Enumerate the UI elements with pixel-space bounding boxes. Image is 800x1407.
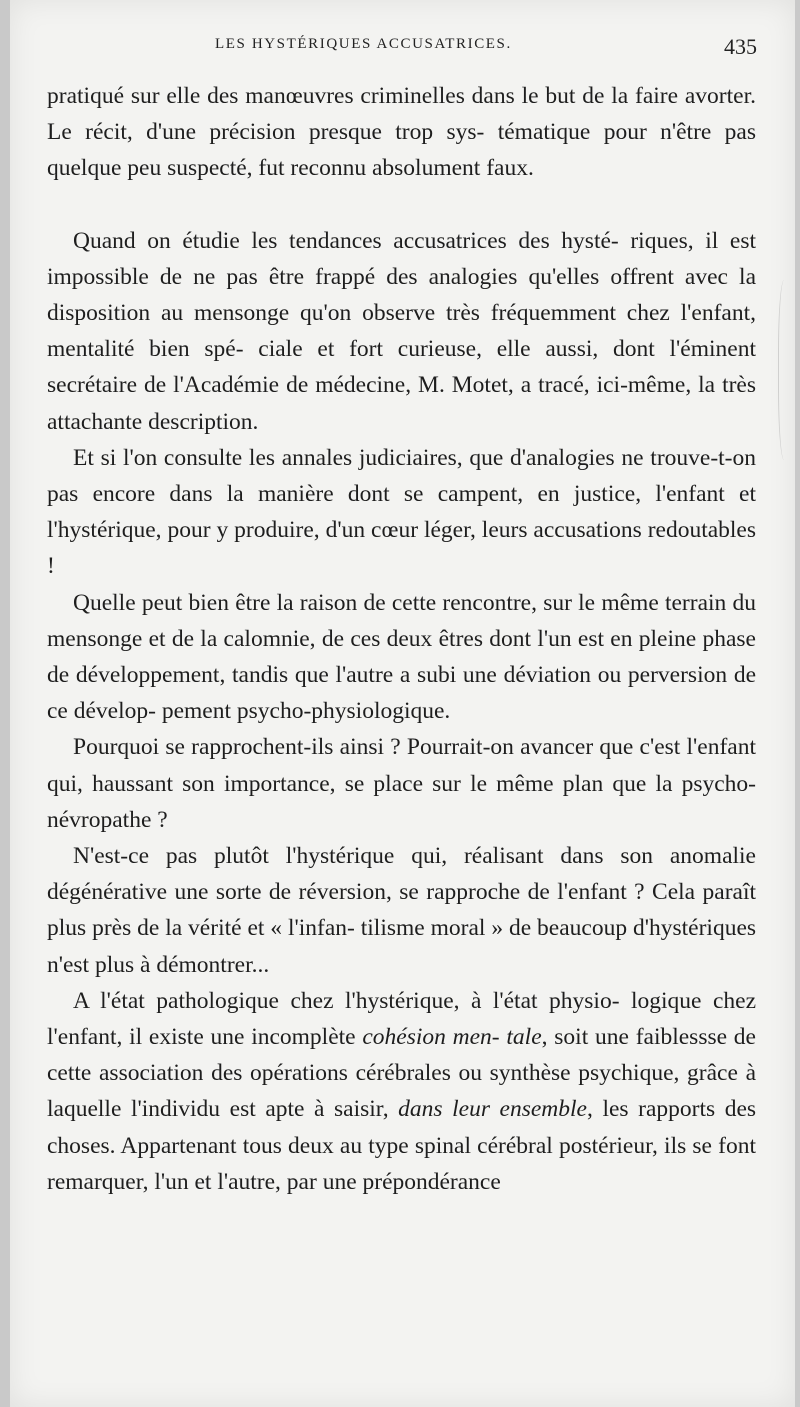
paragraph-1	[47, 78, 756, 187]
text-line: êtres dont l'un est en pleine phase de développement, tandis	[47, 625, 756, 689]
text-line: logique chez l'enfant, il existe une incomplète	[47, 987, 756, 1051]
text-line: cérébrales ou synthèse psychique, grâce à laquelle l'individu	[47, 1060, 756, 1123]
running-title: LES HYSTÉRIQUES ACCUSATRICES.	[215, 36, 512, 52]
text-line: que l'autre a subi une déviation ou perversion de ce dévelop-	[47, 662, 756, 725]
book-page	[10, 0, 795, 1407]
italic-text: cohésion men-	[362, 1024, 500, 1051]
paragraph-5	[47, 729, 756, 838]
text-line: en justice, l'enfant et l'hystérique, pour y produire, d'un	[47, 481, 757, 544]
page-number: 435	[724, 34, 757, 59]
text-line: pement psycho-physiologique.	[161, 698, 451, 725]
text-line: très attachante description.	[47, 372, 757, 435]
page-header	[10, 36, 795, 60]
text-line: ne trouve-t-on pas encore dans la manière dont se campent,	[47, 444, 756, 508]
italic-text: tale	[506, 1024, 542, 1051]
text-line: pratiqué sur elle des manœuvres criminelles dans le but de	[47, 83, 605, 109]
text-line: Appartenant tous deux au type spinal cérébral postérieur,	[120, 1132, 658, 1159]
text-line: tilisme moral » de beaucoup d'hystériques n'est plus à	[47, 915, 757, 978]
text-line: N'est-ce pas plutôt l'hystérique qui, réalisant dans son	[73, 843, 653, 870]
paragraph-2	[47, 223, 756, 440]
text-line: observe très fréquemment chez l'enfant, mentalité bien spé-	[47, 300, 757, 363]
paragraph-3	[47, 440, 756, 585]
text-line: Et si l'on consulte les annales judiciaires, que d'analogies	[73, 444, 615, 471]
text-line: de l'enfant ? Cela paraît plus près de la vérité et « l'infan-	[47, 879, 757, 942]
text-line: anomalie dégénérative une sorte de réversion, se rapproche	[47, 843, 756, 906]
text-line: démontrer...	[156, 951, 270, 978]
text-line: A l'état pathologique chez l'hystérique, à l'état physio-	[73, 987, 620, 1014]
paragraph-7	[47, 983, 756, 1200]
text-line: Quand on étudie les tendances accusatrices des hysté-	[73, 227, 619, 254]
text-line: absolument faux.	[371, 155, 534, 182]
text-line: , les rapports des choses.	[47, 1096, 757, 1159]
text-line: même terrain du mensonge et de la calomnie, de ces deux	[47, 589, 756, 652]
text-line: le même plan que la psycho-névropathe ?	[47, 770, 756, 833]
text-line: , soit une faiblessse de cette association des opérations	[47, 1024, 756, 1087]
text-line: Pourquoi se rapprochent-ils ainsi ? Pourrait-on avancer	[73, 734, 594, 761]
paragraph-6	[47, 838, 756, 983]
paragraph-4	[47, 585, 756, 730]
text-line: de l'Académie de médecine, M. Motet, a tracé, ici-même, la	[143, 372, 716, 399]
page-edge-mark	[778, 280, 793, 460]
text-line: ciale et fort curieuse, elle aussi, dont l'éminent secrétaire	[47, 336, 756, 399]
text-line: tématique pour n'être pas quelque peu suspecté, fut reconnu	[47, 119, 757, 182]
body-text	[47, 78, 756, 1200]
text-line: la faire avorter. Le récit, d'une précision presque trop sys-	[47, 83, 756, 146]
text-line: que c'est l'enfant qui, haussant son importance, se place sur	[47, 734, 756, 797]
text-line: cœur léger, leurs accusations redoutables !	[47, 517, 757, 580]
text-line: ils se font remarquer, l'un et l'autre, par une prépondérance	[47, 1132, 757, 1195]
text-line: est apte à saisir,	[229, 1096, 399, 1123]
text-line: riques, il est impossible de ne pas être frappé des analogies	[47, 227, 756, 290]
italic-text: dans leur ensemble	[398, 1096, 587, 1123]
text-line: qu'elles offrent avec la disposition au mensonge qu'on	[47, 263, 756, 327]
text-line: Quelle peut bien être la raison de cette rencontre, sur le	[73, 589, 596, 616]
